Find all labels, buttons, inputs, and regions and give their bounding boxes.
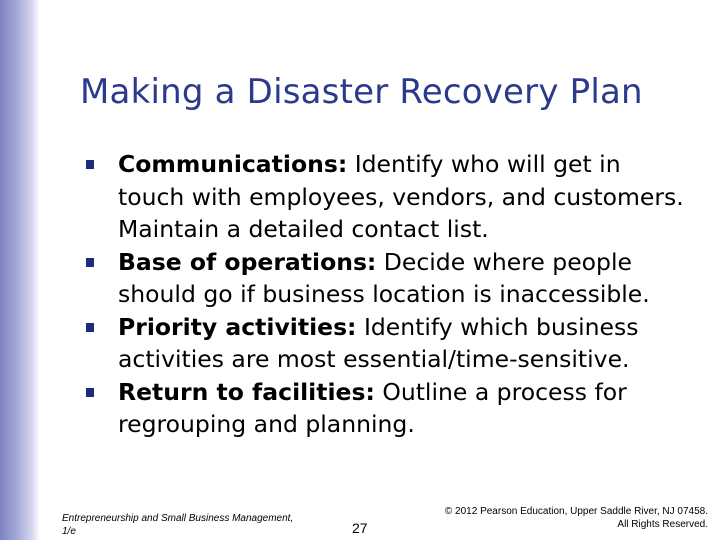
bullet-text: Outline a process for regrouping and planning. [118, 377, 627, 438]
square-bullet-icon [86, 258, 94, 267]
bullet-term: Base of operations: [118, 247, 377, 276]
bullet-item-base-of-operations [86, 246, 686, 311]
bullet-text: Decide where people should go if business location is inaccessible. [118, 247, 650, 308]
bullet-item-return-to-facilities [86, 376, 686, 441]
footer-book-line1: Entrepreneurship and Small Business Management, [62, 513, 294, 524]
copyright-line2: All Rights Reserved. [617, 519, 708, 530]
footer-book-title [62, 512, 312, 540]
bullet-text: Identify which business activities are most essential/time-sensitive. [118, 312, 639, 373]
footer-copyright [408, 505, 708, 531]
bullet-text: Identify who will get in touch with employees, vendors, and customers. Maintain a detailed contact list. [118, 150, 684, 243]
bullet-term: Return to facilities: [118, 377, 375, 406]
slide-title: Making a Disaster Recovery Plan [80, 72, 643, 112]
page-number: 27 [352, 520, 368, 536]
square-bullet-icon [86, 388, 94, 397]
bullet-item-communications [86, 148, 686, 246]
square-bullet-icon [86, 160, 94, 169]
bullet-list [86, 148, 686, 441]
footer-book-line2: 1/e [62, 526, 76, 537]
copyright-line1: © 2012 Pearson Education, Upper Saddle River, NJ 07458. [444, 506, 708, 517]
bullet-term: Priority activities: [118, 312, 357, 341]
decorative-side-bar [0, 0, 40, 540]
bullet-term: Communications: [118, 150, 348, 178]
bullet-item-priority-activities [86, 311, 686, 376]
square-bullet-icon [86, 323, 94, 332]
